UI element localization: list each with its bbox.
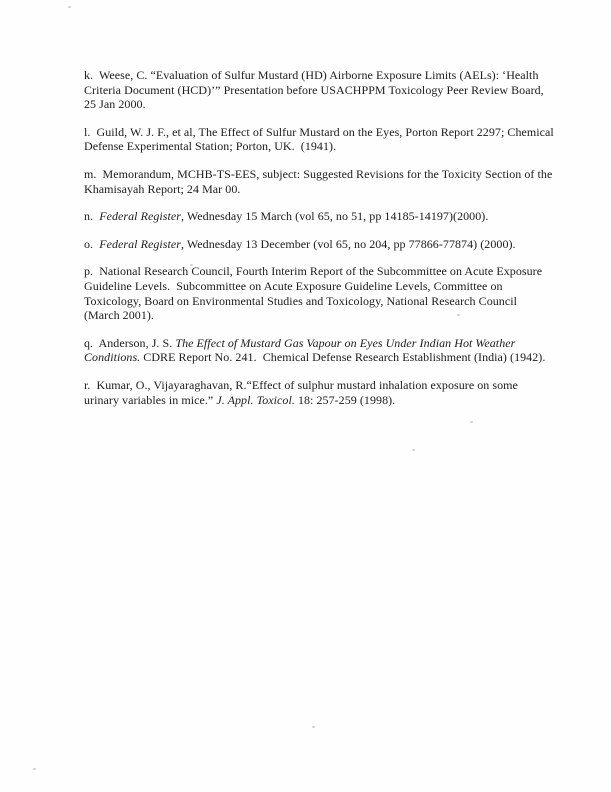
text-run: (March 2001). <box>84 308 154 323</box>
reference-line <box>84 279 596 294</box>
text-run: Defense Experimental Station; Porton, UK. (1941). <box>84 139 337 154</box>
reference-line <box>84 139 596 154</box>
text-run: , Wednesday 13 December (vol 65, no 204, pp 77866-77874) (2000). <box>180 236 516 251</box>
italic-text-run: J. Appl. Toxicol. <box>216 392 295 407</box>
text-run: CDRE Report No. 241. Chemical Defense Research Establishment (India) (1942). <box>140 350 546 365</box>
reference-item-l <box>84 125 596 154</box>
scan-speck <box>412 449 415 451</box>
reference-line <box>84 393 596 408</box>
reference-item-q <box>84 336 596 365</box>
reference-line <box>84 83 596 98</box>
italic-text-run: The Effect of Mustard Gas Vapour on Eyes Under Indian Hot Weather <box>175 335 516 350</box>
reference-line <box>84 294 596 309</box>
reference-line <box>84 125 596 140</box>
text-run: 18: 257-259 (1998). <box>294 392 396 407</box>
italic-text-run: Conditions. <box>84 350 141 365</box>
scan-speck <box>190 264 193 266</box>
text-run: Khamisayah Report; 24 Mar 00. <box>84 181 241 196</box>
italic-text-run: Federal Register <box>99 236 181 251</box>
reference-list <box>84 68 596 420</box>
reference-line <box>84 167 596 182</box>
text-run: k. Weese, C. “Evaluation of Sulfur Mustard (HD) Airborne Exposure Limits (AELs): ‘Health <box>84 68 539 82</box>
reference-line <box>84 378 596 393</box>
text-run: r. Kumar, O., Vijayaraghavan, R.“Effect of sulphur mustard inhalation exposure on some <box>84 377 518 392</box>
reference-line <box>84 308 596 323</box>
text-run: urinary variables in mice.” <box>84 392 217 407</box>
reference-line <box>84 237 596 252</box>
scan-speck <box>68 6 71 8</box>
reference-line <box>84 209 596 224</box>
scan-speck <box>457 314 460 316</box>
scan-speck <box>312 726 315 728</box>
text-run: Guideline Levels. Subcommittee on Acute Exposure Guideline Levels, Committee on <box>84 278 503 293</box>
reference-line <box>84 68 596 83</box>
text-run: o. <box>84 236 100 251</box>
text-run: p. National Research Council, Fourth Interim Report of the Subcommittee on Acute Exposure <box>84 264 543 279</box>
text-run: l. Guild, W. J. F., et al, The Effect of Sulfur Mustard on the Eyes, Porton Report 2297; Chemical <box>84 124 554 139</box>
text-run: Criteria Document (HCD)’” Presentation before USACHPPM Toxicology Peer Review Board, <box>84 82 544 97</box>
reference-item-p <box>84 264 596 322</box>
scan-speck <box>33 768 36 770</box>
scan-speck <box>470 421 473 423</box>
reference-line <box>84 336 596 351</box>
reference-line <box>84 264 596 279</box>
reference-item-r <box>84 378 596 407</box>
reference-line <box>84 97 596 112</box>
reference-line <box>84 350 596 365</box>
italic-text-run: Federal Register <box>99 209 181 224</box>
text-run: q. Anderson, J. S. <box>84 335 176 350</box>
reference-line <box>84 182 596 197</box>
text-run: 25 Jan 2000. <box>84 97 146 112</box>
reference-item-k <box>84 68 596 112</box>
reference-item-o <box>84 237 596 252</box>
text-run: Toxicology, Board on Environmental Studies and Toxicology, National Research Council <box>84 293 517 308</box>
reference-item-n <box>84 209 596 224</box>
reference-item-m <box>84 167 596 196</box>
text-run: , Wednesday 15 March (vol 65, no 51, pp 14185-14197)(2000). <box>180 209 489 224</box>
text-run: n. <box>84 209 100 224</box>
text-run: m. Memorandum, MCHB-TS-EES, subject: Suggested Revisions for the Toxicity Section of the <box>84 166 553 181</box>
